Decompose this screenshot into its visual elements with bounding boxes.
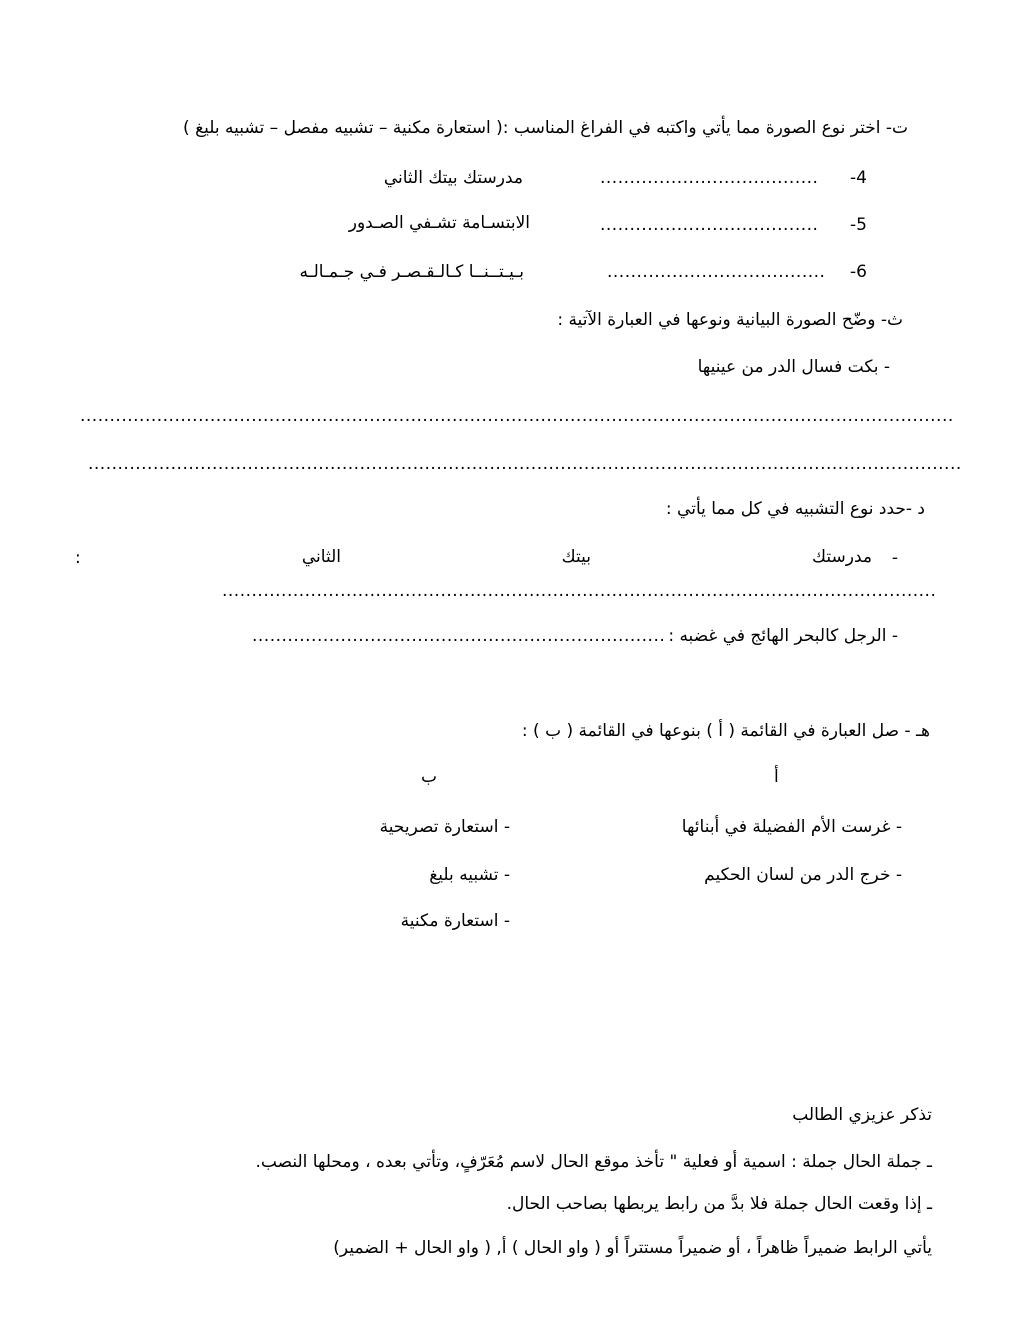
item-6-number: -6 [850, 262, 867, 282]
section-d-item1-word-2: بيتك [561, 547, 591, 567]
section-t-instruction: ت- اختر نوع الصورة مما يأتي واكتبه في الفراغ المناسب :( استعارة مكنية – تشبيه مفصل – تشبيه بليغ ) [183, 118, 908, 138]
reminder-line-1: ـ جملة الحال جملة : اسمية أو فعلية " تأخذ موقع الحال لاسم مُعَرّفٍ، وتأتي بعده ، ومحلها النصب. [255, 1152, 932, 1172]
reminder-line-3: يأتي الرابط ضميراً ظاهراً ، أو ضميراً مستتراً أو ( واو الحال ) أ, ( واو الحال + الضمير) [333, 1238, 932, 1258]
section-h-instruction: هـ - صل العبارة في القائمة ( أ ) بنوعها في القائمة ( ب ) : [521, 721, 930, 741]
reminder-line-2: ـ إذا وقعت الحال جملة فلا بدَّ من رابط يربطها بصاحب الحال. [506, 1194, 932, 1214]
section-th-answer-line-2[interactable]: .................................................................................................................................................... [88, 454, 962, 474]
column-a-item-2: - خرج الدر من لسان الحكيم [704, 865, 902, 885]
item-4-number: -4 [850, 168, 867, 188]
section-d-item1-colon: : [75, 548, 81, 568]
section-d-item1-answer[interactable]: ......................................................................................................................... [222, 581, 937, 601]
section-d-item2-answer[interactable]: ...................................................................... [252, 626, 666, 646]
column-b-item-1: - استعارة تصريحية [379, 817, 510, 837]
section-d-item1-word-3: الثاني [301, 547, 341, 567]
item-5-text: الابتسـامة تشـفي الصـدور [348, 213, 530, 233]
section-th-answer-line-1[interactable]: .................................................................................................................................................... [80, 406, 954, 426]
section-d-instruction: د -حدد نوع التشبيه في كل مما يأتي : [665, 499, 925, 519]
item-4-blank[interactable]: ..................................... [600, 168, 819, 188]
column-a-label: أ [774, 767, 779, 787]
section-th-instruction: ث- وضّح الصورة البيانية ونوعها في العبارة الآتية : [557, 310, 903, 330]
item-4-text: مدرستك بيتك الثاني [383, 168, 523, 188]
section-d-item1-dash: - [891, 548, 898, 568]
section-d-item2: - الرجل كالبحر الهائج في غضبه : [668, 626, 898, 646]
section-d-item1-word-1: مدرستك [812, 547, 872, 567]
item-5-blank[interactable]: ..................................... [600, 215, 819, 235]
item-6-blank[interactable]: ..................................... [607, 262, 826, 282]
item-5-number: -5 [850, 215, 867, 235]
reminder-title: تذكر عزيزي الطالب [792, 1105, 932, 1125]
column-b-item-3: - استعارة مكنية [400, 911, 510, 931]
section-th-item: - بكت فسال الدر من عينيها [697, 357, 890, 377]
column-b-item-2: - تشبيه بليغ [429, 865, 510, 885]
column-a-item-1: - غرست الأم الفضيلة في أبنائها [681, 817, 902, 837]
item-6-text: بـيـتــنــا كـالـقـصـر فـي جـمـالـه [299, 262, 524, 282]
column-b-label: ب [421, 767, 438, 787]
